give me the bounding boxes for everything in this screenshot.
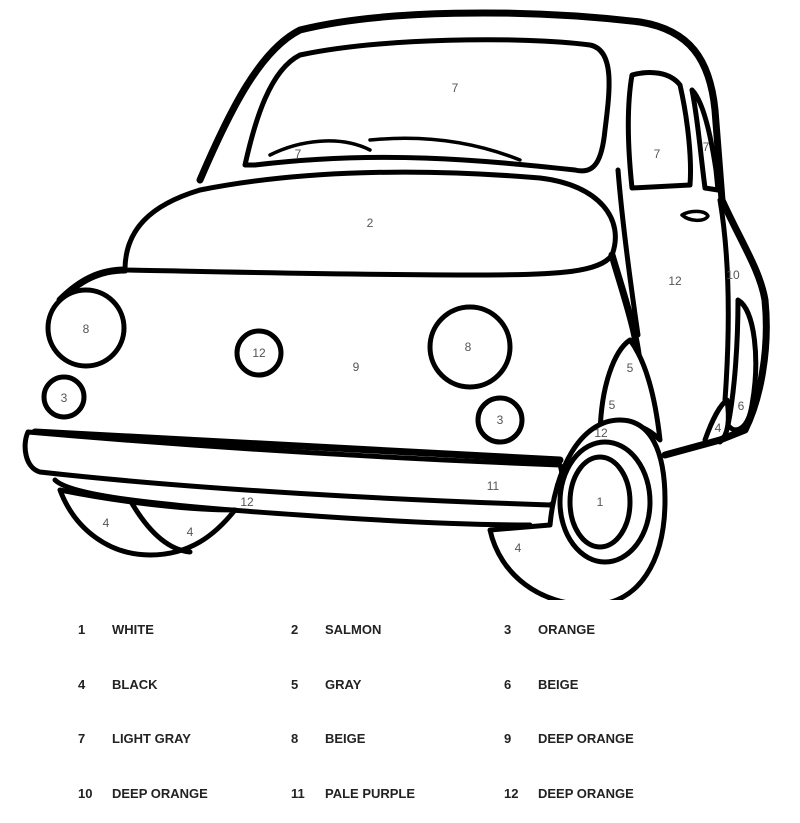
- legend-color-name: BLACK: [112, 677, 158, 692]
- legend-color-name: WHITE: [112, 622, 154, 637]
- legend-color-name: ORANGE: [538, 622, 596, 637]
- region-label-emblem: 12: [252, 346, 266, 360]
- legend-number: 11: [291, 786, 305, 801]
- legend-color-name: DEEP ORANGE: [538, 731, 634, 746]
- legend-number: 12: [504, 786, 519, 801]
- region-label-wheel-hub: 1: [596, 495, 604, 509]
- region-label-front-panel: 9: [352, 360, 360, 374]
- legend-row: [0, 622, 800, 642]
- legend-color-name: DEEP ORANGE: [538, 786, 634, 801]
- legend-row: [0, 786, 800, 806]
- region-label-fender-trim: 12: [594, 426, 608, 440]
- legend-number: 9: [504, 731, 512, 746]
- region-label-fender-upper: 5: [626, 361, 634, 375]
- region-label-rear-tire-bit: 4: [714, 421, 722, 435]
- legend-color-name: SALMON: [325, 622, 382, 637]
- region-label-fog-light-left: 3: [60, 391, 68, 405]
- region-label-hood: 2: [366, 216, 374, 230]
- legend-number: 5: [291, 677, 299, 692]
- region-label-rear-side: 10: [726, 268, 740, 282]
- legend-color-name: BEIGE: [325, 731, 366, 746]
- legend-number: 7: [78, 731, 86, 746]
- legend-number: 4: [78, 677, 86, 692]
- region-label-fender-lower: 5: [608, 398, 616, 412]
- legend-row: [0, 677, 800, 697]
- legend-color-name: GRAY: [325, 677, 362, 692]
- region-label-rear-light: 6: [737, 399, 745, 413]
- front-panel-outline: [35, 255, 640, 460]
- region-label-fog-light-right: 3: [496, 413, 504, 427]
- legend-color-name: LIGHT GRAY: [112, 731, 191, 746]
- legend-row: [0, 731, 800, 751]
- region-label-side-window-rear: 7: [702, 140, 710, 154]
- region-label-under-bumper: 12: [240, 495, 254, 509]
- legend-color-name: BEIGE: [538, 677, 579, 692]
- legend-color-name: DEEP ORANGE: [112, 786, 208, 801]
- color-legend: [0, 600, 800, 823]
- legend-number: 6: [504, 677, 512, 692]
- region-label-bumper-right: 11: [486, 479, 500, 493]
- region-label-headlight-right: 8: [464, 340, 472, 354]
- legend-number: 10: [78, 786, 93, 801]
- region-label-tire-front-left-2: 4: [186, 525, 194, 539]
- legend-color-name: PALE PURPLE: [325, 786, 416, 801]
- region-label-side-window: 7: [653, 147, 661, 161]
- region-label-door: 12: [668, 274, 682, 288]
- legend-number: 1: [78, 622, 86, 637]
- side-window-outline: [628, 72, 690, 188]
- legend-number: 3: [504, 622, 512, 637]
- region-label-windshield-corner: 7: [294, 147, 302, 161]
- region-label-tire-right: 4: [514, 541, 522, 555]
- legend-number: 2: [291, 622, 299, 637]
- region-label-windshield: 7: [451, 81, 459, 95]
- region-label-headlight-left: 8: [82, 322, 90, 336]
- door-handle: [682, 211, 708, 220]
- region-label-tire-front-left: 4: [102, 516, 110, 530]
- legend-number: 8: [291, 731, 299, 746]
